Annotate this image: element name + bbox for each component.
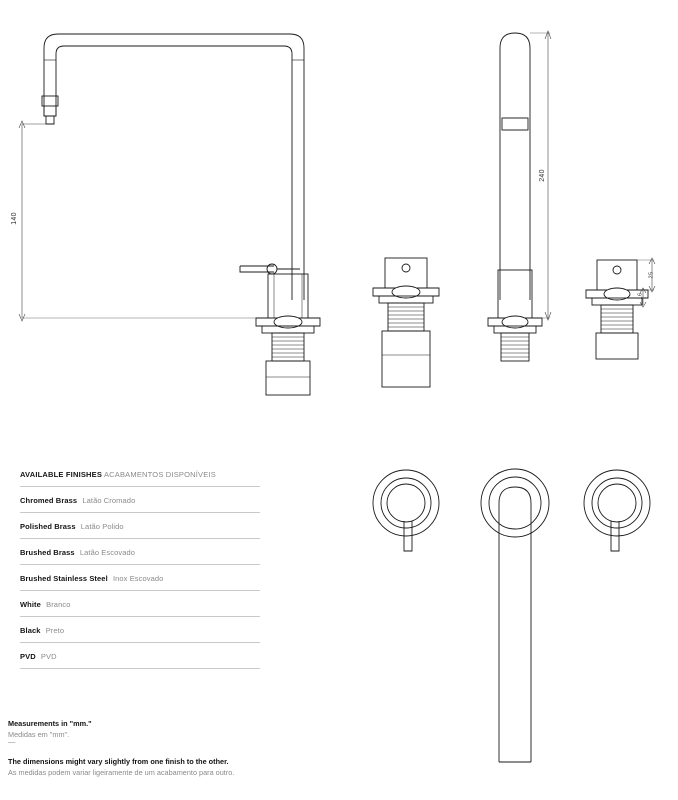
finish-name-pt: Branco xyxy=(46,600,71,609)
finish-name-pt: Inox Escovado xyxy=(112,574,164,583)
finish-row xyxy=(20,487,260,513)
measurements-note-pt: Medidas em "mm". xyxy=(8,730,70,739)
finish-name-pt: PVD xyxy=(40,652,57,661)
finishes-title-pt: ACABAMENTOS DISPONÍVEIS xyxy=(103,470,216,479)
finish-name-en: Chromed Brass xyxy=(20,496,78,505)
finish-name-pt: Preto xyxy=(45,626,65,635)
handle-front-view-right xyxy=(586,260,648,359)
finish-name-pt: Latão Polido xyxy=(80,522,124,531)
finishes-title-en: AVAILABLE FINISHES xyxy=(20,470,103,479)
measurements-note-en: Measurements in "mm." xyxy=(8,719,92,728)
finish-name-en: Black xyxy=(20,626,41,635)
finish-row xyxy=(20,591,260,617)
finish-row xyxy=(20,539,260,565)
finish-name-pt: Latão Escovado xyxy=(79,548,136,557)
dimension-label-240: 240 xyxy=(538,169,546,182)
available-finishes-table xyxy=(20,470,260,669)
plan-view xyxy=(373,469,650,762)
handle-front-view-left xyxy=(373,258,439,387)
dimension-label-140: 140 xyxy=(10,212,18,225)
finish-name-en: PVD xyxy=(20,652,36,661)
finish-name-pt: Latão Cromado xyxy=(82,496,136,505)
finish-name-en: Brushed Brass xyxy=(20,548,75,557)
notes-block xyxy=(8,718,408,788)
dimension-label-16: 16 xyxy=(637,292,644,300)
note-separator: — xyxy=(8,737,16,746)
finish-name-en: White xyxy=(20,600,41,609)
finish-row xyxy=(20,513,260,539)
spout-side-view xyxy=(488,33,542,361)
variation-note-en: The dimensions might vary slightly from one finish to the other. xyxy=(8,757,229,766)
measurements-note xyxy=(8,718,408,746)
spout-lever-handle xyxy=(240,264,300,274)
finish-row xyxy=(20,643,260,669)
dimension-lines xyxy=(19,31,655,321)
finish-name-en: Brushed Stainless Steel xyxy=(20,574,108,583)
finish-row xyxy=(20,617,260,643)
finishes-header xyxy=(20,470,260,487)
variation-note-pt: As medidas podem variar ligeiramente de um acabamento para outro. xyxy=(8,768,235,777)
finish-name-en: Polished Brass xyxy=(20,522,76,531)
variation-note xyxy=(8,756,408,778)
spout-front-view xyxy=(42,34,304,300)
dimension-label-25: 25 xyxy=(648,271,655,279)
finish-row xyxy=(20,565,260,591)
spout-body-base xyxy=(256,274,320,395)
